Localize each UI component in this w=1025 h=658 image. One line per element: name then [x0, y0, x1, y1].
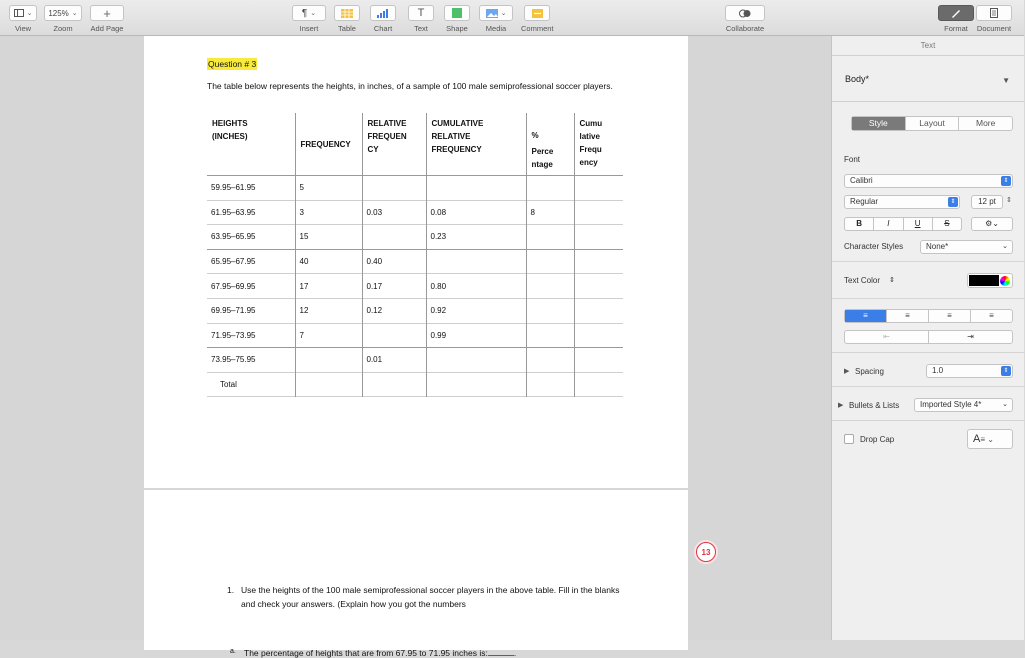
list-number: 1.	[227, 585, 235, 595]
font-label: Font	[844, 155, 861, 164]
table-row[interactable]	[207, 372, 623, 397]
disclosure-triangle-icon[interactable]: ▶	[838, 402, 844, 409]
comment-label: Comment	[521, 24, 554, 33]
comment-control[interactable]	[521, 5, 554, 33]
header-line: FREQUENCY	[300, 139, 351, 149]
table-cell[interactable]	[526, 249, 574, 274]
color-wheel-icon[interactable]	[1000, 276, 1010, 286]
up-down-icon[interactable]: ⇕	[889, 277, 895, 284]
drop-cap-label: Drop Cap	[860, 435, 895, 444]
page-1[interactable]	[144, 36, 688, 488]
table-cell[interactable]	[526, 176, 574, 201]
table-cell[interactable]: 0.80	[426, 274, 526, 299]
column-header[interactable]	[295, 113, 362, 176]
question-text[interactable]: The table below represents the heights, in inches, of a sample of 100 male semiprofessional soccer players.	[207, 81, 613, 91]
bullets-lists-label[interactable]: Bullets & Lists	[849, 401, 900, 410]
table-cell[interactable]	[574, 298, 623, 323]
font-size-field[interactable]	[971, 195, 1003, 209]
add-page-label: Add Page	[90, 24, 124, 33]
pilcrow-icon[interactable]: ¶ ⌄	[292, 5, 326, 21]
frequency-table[interactable]	[207, 113, 623, 397]
chart-label: Chart	[373, 24, 393, 33]
table-cell[interactable]	[574, 372, 623, 397]
table-row[interactable]	[207, 249, 623, 274]
table-row[interactable]	[207, 176, 623, 201]
paragraph-style-selector[interactable]	[832, 56, 1024, 102]
table-cell[interactable]	[362, 225, 426, 250]
header-line: HEIGHTS	[212, 119, 248, 128]
column-header[interactable]	[362, 113, 426, 176]
increase-indent-icon[interactable]: ⇥	[928, 331, 1012, 343]
column-header[interactable]	[207, 113, 295, 176]
table-label: Table	[338, 24, 356, 33]
table-cell[interactable]: 0.12	[362, 298, 426, 323]
alignment-buttons	[844, 309, 1013, 323]
table-cell[interactable]: 0.92	[426, 298, 526, 323]
answer-blank[interactable]	[488, 648, 517, 658]
table-cell[interactable]: 8	[526, 200, 574, 225]
table-row[interactable]	[207, 200, 623, 225]
table-header-row	[207, 113, 623, 176]
table-cell[interactable]	[295, 372, 362, 397]
table-cell[interactable]: 67.95–69.95	[211, 281, 256, 291]
gear-icon: ⚙⌄	[985, 219, 999, 228]
text-format-buttons	[844, 217, 962, 231]
view-label: View	[14, 24, 32, 33]
align-center-icon[interactable]: ≡	[886, 310, 928, 322]
disclosure-triangle-icon[interactable]: ▶	[844, 368, 850, 375]
table-cell[interactable]	[426, 249, 526, 274]
zoom-control[interactable]	[44, 5, 82, 33]
table-cell[interactable]: 40	[295, 249, 362, 274]
header-line: %	[531, 131, 539, 140]
justify-icon[interactable]: ≡	[970, 310, 1012, 322]
header-line: ency	[579, 158, 598, 167]
toolbar	[0, 0, 1024, 36]
insert-control[interactable]	[292, 5, 326, 33]
text-label: Text	[414, 24, 428, 33]
font-size-stepper[interactable]: ⇕	[1006, 197, 1012, 204]
table-cell[interactable]: Total	[220, 380, 237, 390]
underline-button[interactable]: U	[903, 218, 932, 230]
list-item-text[interactable]: Use the heights of the 100 male semiprofessional soccer players in the above table. Fill in the blanks and check your answers. (Explain how you got the numbers	[241, 585, 620, 609]
document-icon[interactable]	[976, 5, 1012, 21]
column-header[interactable]	[526, 113, 574, 176]
table-icon[interactable]	[334, 5, 360, 21]
table-cell[interactable]	[526, 348, 574, 373]
table-cell[interactable]: 61.95–63.95	[211, 207, 256, 217]
table-cell[interactable]	[574, 249, 623, 274]
table-cell[interactable]: 0.40	[362, 249, 426, 274]
table-cell[interactable]: 0.23	[426, 225, 526, 250]
up-down-icon: ⇕	[948, 197, 958, 207]
character-styles-label: Character Styles	[844, 242, 904, 251]
character-styles-value: None*	[926, 242, 949, 251]
table-cell[interactable]: 63.95–65.95	[211, 232, 256, 242]
collaborate-label: Collaborate	[725, 24, 765, 33]
sub-item-text[interactable]: The percentage of heights that are from 67.95 to 71.95 inches is:	[244, 648, 488, 658]
table-cell[interactable]	[426, 372, 526, 397]
column-header[interactable]	[426, 113, 526, 176]
header-line: ntage	[531, 160, 553, 169]
inspector-tabs	[851, 116, 1013, 131]
sub-item-a[interactable]	[230, 648, 517, 658]
character-styles-select[interactable]	[920, 240, 1013, 254]
triangle-down-icon[interactable]: ▼	[1002, 76, 1010, 85]
header-line: (INCHES)	[212, 132, 248, 141]
chevron-down-icon: ⌄	[1002, 243, 1008, 250]
plus-icon[interactable]: +	[90, 5, 124, 21]
divider	[832, 298, 1025, 299]
divider	[832, 420, 1025, 421]
header-line: RELATIVE	[367, 119, 407, 128]
table-cell[interactable]: 59.95–61.95	[211, 183, 256, 193]
up-down-icon: ⇕	[1001, 176, 1011, 186]
header-line: FREQUENCY	[431, 145, 482, 154]
font-weight-select[interactable]	[844, 195, 960, 209]
table-cell[interactable]	[526, 274, 574, 299]
decrease-indent-icon[interactable]: ⇤	[883, 332, 890, 341]
table-cell[interactable]	[526, 372, 574, 397]
paragraph-style-name: Body*	[845, 74, 870, 84]
header-line: RELATIVE	[431, 132, 471, 141]
media-icon[interactable]: ⌄	[479, 5, 513, 21]
shape-control[interactable]	[444, 5, 470, 33]
page-number-badge[interactable]: 13	[696, 542, 716, 562]
table-cell[interactable]: 5	[295, 176, 362, 201]
table-cell[interactable]	[526, 323, 574, 348]
table-row[interactable]	[207, 225, 623, 250]
text-control[interactable]	[408, 5, 434, 33]
question-title[interactable]: Question # 3	[208, 59, 257, 69]
table-cell[interactable]: 73.95–75.95	[211, 355, 256, 365]
drop-cap-checkbox[interactable]	[844, 434, 854, 444]
zoom-select[interactable]: 125% ⌄	[44, 5, 82, 21]
table-cell[interactable]	[574, 274, 623, 299]
table-cell[interactable]: 0.08	[426, 200, 526, 225]
drop-cap-icon: A	[973, 433, 981, 445]
shape-icon[interactable]	[444, 5, 470, 21]
font-family-value: Calibri	[850, 176, 873, 185]
view-control[interactable]	[9, 5, 37, 33]
align-right-icon[interactable]: ≡	[928, 310, 970, 322]
format-control[interactable]	[938, 5, 974, 33]
collaborate-icon[interactable]	[725, 5, 765, 21]
table-cell[interactable]	[426, 176, 526, 201]
table-cell[interactable]	[526, 225, 574, 250]
bold-button[interactable]: B	[856, 219, 863, 228]
spacing-value: 1.0	[932, 366, 944, 375]
table-cell[interactable]: 0.01	[362, 348, 426, 373]
format-label: Format	[944, 24, 968, 33]
text-color-label: Text Color	[844, 276, 881, 285]
header-line: lative	[579, 132, 600, 141]
header-line: Frequ	[579, 145, 602, 154]
list-item-1[interactable]	[227, 583, 621, 611]
text-options-button[interactable]	[971, 217, 1013, 231]
divider	[832, 261, 1025, 262]
color-swatch	[969, 275, 999, 286]
table-cell[interactable]: 65.95–67.95	[211, 257, 256, 267]
page-2[interactable]	[144, 490, 688, 658]
tab-style[interactable]: Style	[852, 117, 905, 130]
table-control[interactable]	[334, 5, 360, 33]
shape-label: Shape	[446, 24, 468, 33]
chart-icon[interactable]	[370, 5, 396, 21]
header-line: Perce	[531, 147, 554, 156]
table-cell[interactable]: 0.03	[362, 200, 426, 225]
italic-button[interactable]: I	[873, 218, 902, 230]
chevron-down-icon: ⌄	[1002, 401, 1008, 408]
tab-more[interactable]: More	[958, 117, 1012, 130]
add-page-control[interactable]	[90, 5, 124, 33]
table-cell[interactable]	[574, 176, 623, 201]
format-inspector	[831, 36, 1024, 640]
table-cell[interactable]	[362, 176, 426, 201]
format-brush-icon[interactable]	[938, 5, 974, 21]
divider	[832, 352, 1025, 353]
strikethrough-button[interactable]: S	[932, 218, 961, 230]
inspector-header: Text	[832, 36, 1024, 56]
pilcrow-glyph: ¶	[301, 7, 308, 19]
spacing-label[interactable]: Spacing	[855, 367, 884, 376]
table-cell[interactable]: 7	[295, 323, 362, 348]
divider	[832, 386, 1025, 387]
document-control[interactable]	[976, 5, 1012, 33]
font-weight-value: Regular	[850, 197, 879, 206]
table-cell[interactable]	[574, 323, 623, 348]
font-size-value: 12 pt	[978, 197, 996, 206]
table-cell[interactable]	[295, 348, 362, 373]
table-cell[interactable]	[362, 323, 426, 348]
comment-icon[interactable]	[524, 5, 550, 21]
table-cell[interactable]	[426, 348, 526, 373]
table-row[interactable]	[207, 298, 623, 323]
drop-cap-style-select[interactable]: A≡ ⌄	[967, 429, 1013, 449]
font-family-select[interactable]	[844, 174, 1013, 188]
sidebar-icon[interactable]: ⌄	[9, 5, 37, 21]
zoom-value: 125%	[48, 8, 69, 18]
spacing-field[interactable]	[926, 364, 1013, 378]
align-left-icon[interactable]: ≡	[845, 310, 886, 322]
column-header[interactable]	[574, 113, 623, 176]
up-down-icon: ⇕	[1001, 366, 1011, 376]
media-label: Media	[485, 24, 507, 33]
media-control[interactable]	[479, 5, 513, 33]
insert-label: Insert	[299, 24, 319, 33]
table-cell[interactable]: 12	[295, 298, 362, 323]
table-row[interactable]	[207, 348, 623, 373]
sub-item-letter: a.	[230, 648, 236, 655]
document-label: Document	[976, 24, 1012, 33]
sub-item-end: .	[513, 648, 517, 658]
table-row[interactable]	[207, 274, 623, 299]
table-cell[interactable]: 69.95–71.95	[211, 306, 256, 316]
table-row[interactable]	[207, 323, 623, 348]
text-color-well[interactable]	[967, 273, 1013, 288]
header-line: CUMULATIVE	[431, 119, 484, 128]
table-cell[interactable]	[574, 348, 623, 373]
text-icon[interactable]: T	[408, 5, 434, 21]
zoom-label: Zoom	[53, 24, 73, 33]
table-cell[interactable]: 3	[295, 200, 362, 225]
indent-buttons	[844, 330, 1013, 344]
table-cell[interactable]	[362, 372, 426, 397]
table-cell[interactable]	[526, 298, 574, 323]
table-cell[interactable]: 0.17	[362, 274, 426, 299]
table-cell[interactable]: 15	[295, 225, 362, 250]
table-cell[interactable]: 71.95–73.95	[211, 330, 256, 340]
table-cell[interactable]: 0.99	[426, 323, 526, 348]
header-line: FREQUEN	[367, 132, 407, 141]
table-cell[interactable]	[574, 200, 623, 225]
chart-control[interactable]	[370, 5, 396, 33]
bullets-style-select[interactable]	[914, 398, 1013, 412]
bullets-style-value: Imported Style 4*	[920, 400, 982, 409]
header-line: Cumu	[579, 119, 603, 128]
table-cell[interactable]	[574, 225, 623, 250]
tab-layout[interactable]: Layout	[905, 117, 959, 130]
table-cell[interactable]: 17	[295, 274, 362, 299]
collaborate-control[interactable]	[725, 5, 765, 33]
header-line: CY	[367, 145, 379, 154]
